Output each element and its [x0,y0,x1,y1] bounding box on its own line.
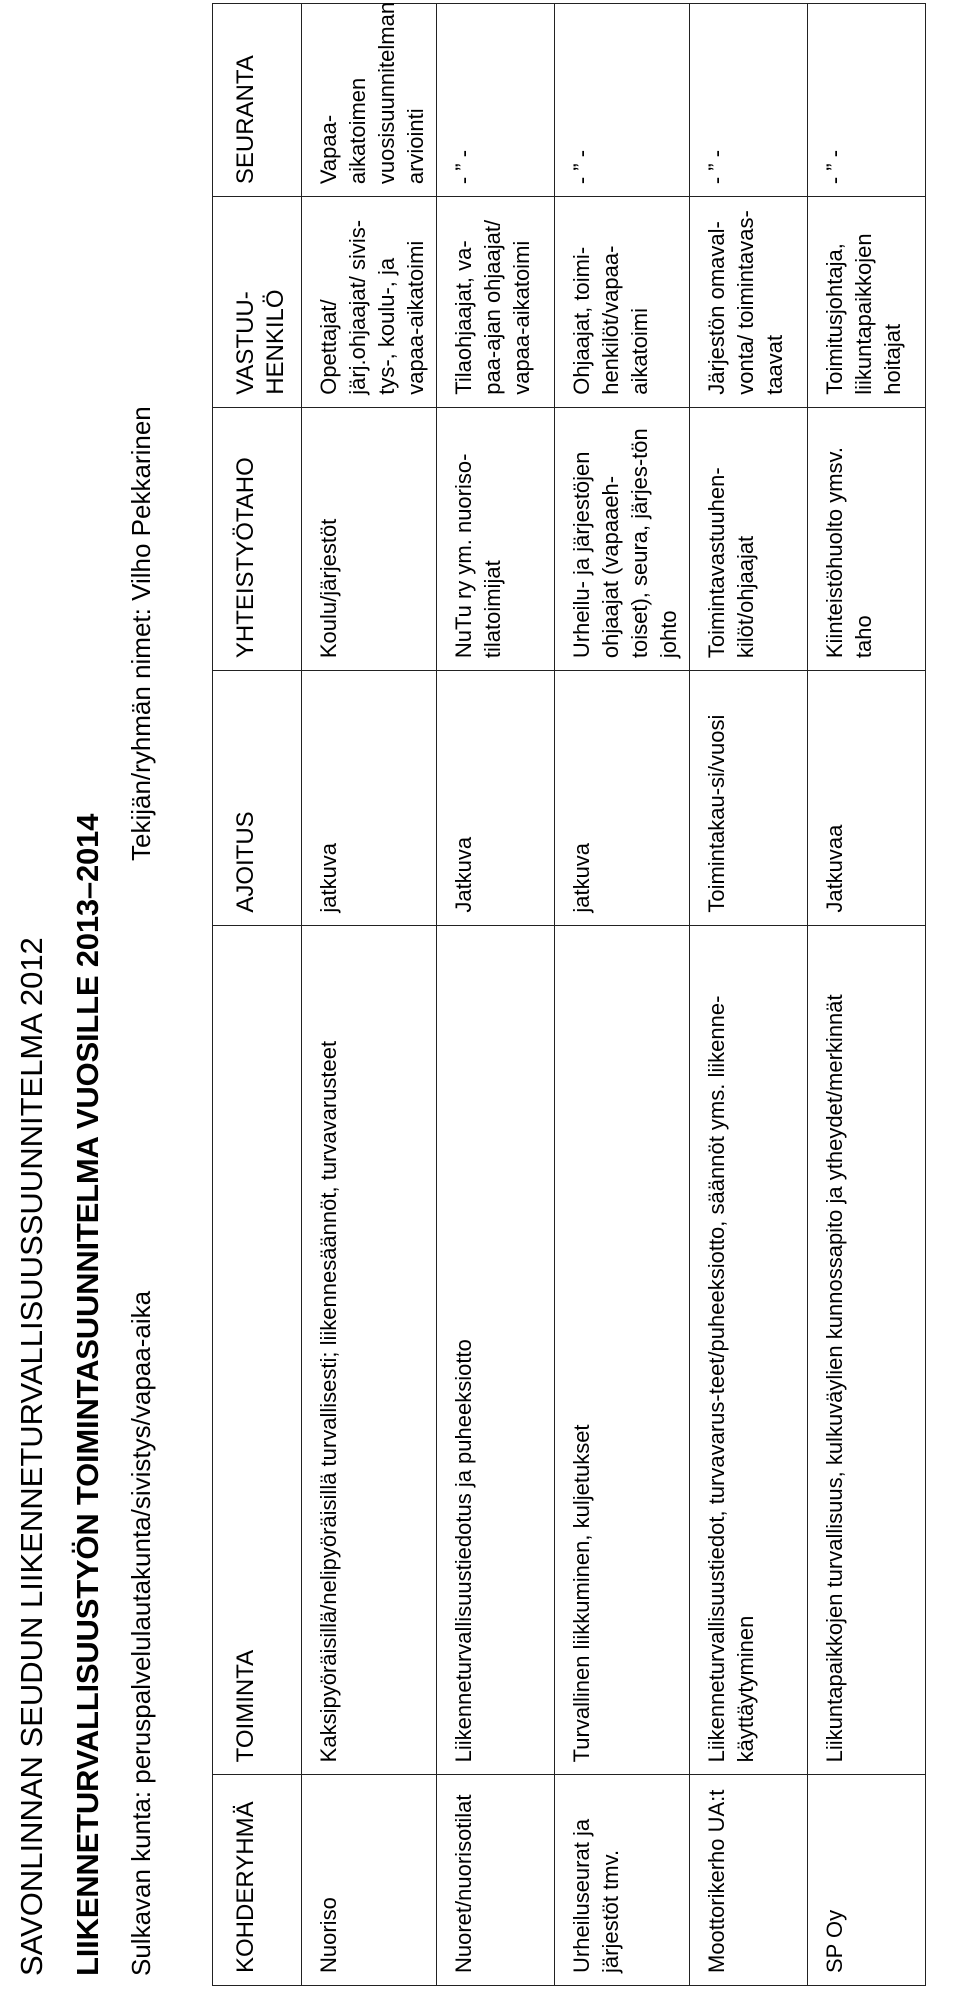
cell-seuranta: - ” - [437,4,555,197]
action-plan-table [212,3,926,1986]
table-row [690,4,808,1986]
column-header-kohderyhma: KOHDERYHMÄ [213,1775,302,1986]
table-row [808,4,926,1986]
table-row [555,4,690,1986]
cell-seuranta: - ” - [555,4,690,197]
cell-toiminta: Liikenneturvallisuustiedotus ja puheeksiotto [437,925,555,1775]
municipality-line: Sulkavan kunta: peruspalvelulautakunta/sivistys/vapaa-aika [126,1290,156,1976]
column-header-vastuuhenkilo: VASTUU- HENKILÖ [213,197,302,408]
cell-vastuuhenkilo: Järjestön omaval-vonta/ toimintavas-taavat [690,197,808,408]
cell-yhteistyotaho: NuTu ry ym. nuoriso-tilatoimijat [437,407,555,670]
cell-toiminta: Kaksipyöräisillä/nelipyöräisillä turvallisesti; liikennesäännöt, turvavarusteet [302,925,437,1775]
cell-kohderyhma: Nuoret/nuorisotilat [437,1775,555,1986]
cell-vastuuhenkilo: Tilaohjaajat, va-paa-ajan ohjaajat/ vapaa-aikatoimi [437,197,555,408]
cell-toiminta: Turvallinen liikkuminen, kuljetukset [555,925,690,1775]
cell-vastuuhenkilo: Toimitusjohtaja, liikuntapaikkojen hoitajat [808,197,926,408]
column-header-yhteistyotaho: YHTEISTYÖTAHO [213,407,302,670]
column-header-toiminta: TOIMINTA [213,925,302,1775]
cell-ajoitus: jatkuva [302,671,437,926]
table-row [437,4,555,1986]
column-header-ajoitus: AJOITUS [213,671,302,926]
cell-ajoitus: Jatkuva [437,671,555,926]
cell-seuranta: - ” - [808,4,926,197]
cell-ajoitus: Jatkuvaa [808,671,926,926]
cell-yhteistyotaho: Kiinteistöhuolto ymsv. taho [808,407,926,670]
column-header-seuranta: SEURANTA [213,4,302,197]
cell-vastuuhenkilo: Ohjaajat, toimi-henkilöt/vapaa-aikatoimi [555,197,690,408]
cell-toiminta: Liikuntapaikkojen turvallisuus, kulkuväylien kunnossapito ja ytheydet/merkinnät [808,925,926,1775]
document-main-title: LIIKENNETURVALLISUUSTYÖN TOIMINTASUUNNITELMA VUOSILLE 2013–2014 [70,813,105,1976]
cell-kohderyhma: Urheiluseurat ja järjestöt tmv. [555,1775,690,1986]
cell-ajoitus: jatkuva [555,671,690,926]
cell-kohderyhma: Moottorikerho UA:t [690,1775,808,1986]
cell-vastuuhenkilo: Opettajat/ järj.ohjaajat/ sivis-tys-, koulu-, ja vapaa-aikatoimi [302,197,437,408]
table-header-row [213,4,302,1986]
region-plan-title: SAVONLINNAN SEUDUN LIIKENNETURVALLISUUSSUUNNITELMA 2012 [14,937,49,1976]
cell-toiminta: Liikenneturvallisuustiedot, turvavarus-teet/puheeksiotto, säännöt yms. liikenne-käyttäytyminen [690,925,808,1775]
cell-ajoitus: Toimintakau-si/vuosi [690,671,808,926]
cell-yhteistyotaho: Toimintavastuuhen-kilöt/ohjaajat [690,407,808,670]
authors-line: Tekijän/ryhmän nimet: Vilho Pekkarinen [126,406,156,861]
cell-seuranta: - ” - [690,4,808,197]
cell-seuranta: Vapaa-aikatoimen vuosisuunnitelman arviointi [302,4,437,197]
meta-row [126,406,157,1976]
table-row [302,4,437,1986]
cell-yhteistyotaho: Koulu/järjestöt [302,407,437,670]
cell-yhteistyotaho: Urheilu- ja järjestöjen ohjaajat (vapaaeh-toiset), seura, järjes-tön johto [555,407,690,670]
cell-kohderyhma: Nuoriso [302,1775,437,1986]
cell-kohderyhma: SP Oy [808,1775,926,1986]
